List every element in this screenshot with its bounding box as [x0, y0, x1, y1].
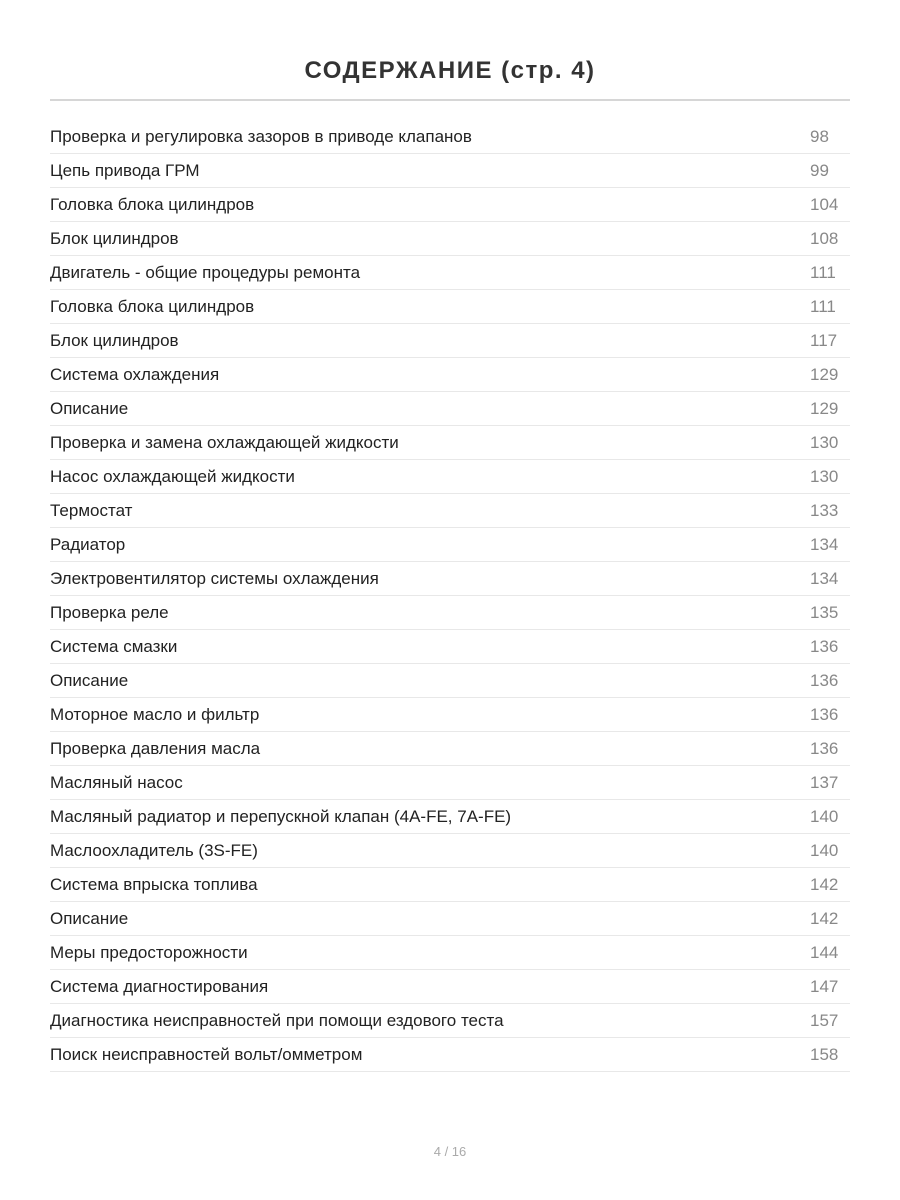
toc-entry-title: Блок цилиндров	[50, 228, 179, 248]
toc-entry[interactable]	[50, 358, 850, 392]
toc-entry-page: 111	[810, 296, 836, 316]
toc-entry-page: 130	[810, 466, 839, 486]
toc-entry-page: 136	[810, 738, 839, 758]
toc-entry-title: Блок цилиндров	[50, 330, 179, 350]
toc-entry-page: 98	[810, 126, 829, 146]
toc-entry-page: 140	[810, 806, 839, 826]
toc-entry-title: Головка блока цилиндров	[50, 296, 255, 316]
toc-entry[interactable]	[50, 528, 850, 562]
toc-entry[interactable]	[50, 698, 850, 732]
toc-entry[interactable]	[50, 324, 850, 358]
toc-entry-title: Поиск неисправностей вольт/омметром	[50, 1044, 363, 1064]
page-number: 4 / 16	[433, 1144, 467, 1159]
toc-entry[interactable]	[50, 494, 850, 528]
toc-entry-page: 99	[810, 160, 829, 180]
toc-entry-page: 136	[810, 704, 839, 724]
toc-entry[interactable]	[50, 766, 850, 800]
toc-entry-title: Описание	[50, 670, 129, 690]
toc-entry[interactable]	[50, 460, 850, 494]
toc-entry-title: Электровентилятор системы охлаждения	[50, 568, 379, 588]
toc-entry[interactable]	[50, 154, 850, 188]
toc-entry-title: Двигатель - общие процедуры ремонта	[50, 262, 361, 282]
toc-entry-page: 158	[810, 1044, 839, 1064]
toc-entry-page: 147	[810, 976, 839, 996]
toc-entry[interactable]	[50, 1038, 850, 1072]
toc-entry-page: 135	[810, 602, 839, 622]
toc-entry-page: 140	[810, 840, 839, 860]
toc-entry-title: Меры предосторожности	[50, 942, 248, 962]
toc-entry-title: Описание	[50, 398, 129, 418]
toc-entry-page: 136	[810, 670, 839, 690]
page-title: СОДЕРЖАНИЕ (стр. 4)	[304, 57, 596, 85]
toc-entry[interactable]	[50, 630, 850, 664]
toc-entry-title: Система впрыска топлива	[50, 874, 258, 894]
toc-entry[interactable]	[50, 290, 850, 324]
toc-entry[interactable]	[50, 1004, 850, 1038]
toc-entry[interactable]	[50, 902, 850, 936]
toc-entry[interactable]	[50, 596, 850, 630]
toc-entry[interactable]	[50, 800, 850, 834]
toc-entry[interactable]	[50, 562, 850, 596]
toc-entry-title: Моторное масло и фильтр	[50, 704, 260, 724]
toc-entry-title: Диагностика неисправностей при помощи ездового теста	[50, 1010, 504, 1030]
toc-entry-title: Проверка и регулировка зазоров в приводе клапанов	[50, 126, 472, 146]
toc-entry-title: Масляный насос	[50, 772, 183, 792]
toc-entry-title: Описание	[50, 908, 129, 928]
toc-entry-title: Термостат	[50, 500, 133, 520]
toc-entry[interactable]	[50, 868, 850, 902]
toc-entry[interactable]	[50, 664, 850, 698]
toc-entry-page: 142	[810, 874, 839, 894]
toc-entry[interactable]	[50, 834, 850, 868]
toc-entry-page: 104	[810, 194, 839, 214]
toc-entry-title: Система смазки	[50, 636, 178, 656]
toc-entry-title: Система диагностирования	[50, 976, 269, 996]
toc-entry-page: 129	[810, 398, 839, 418]
toc-entry-page: 129	[810, 364, 839, 384]
toc-entry[interactable]	[50, 256, 850, 290]
toc-entry-title: Проверка и замена охлаждающей жидкости	[50, 432, 399, 452]
toc-list	[50, 120, 850, 1072]
toc-entry-page: 142	[810, 908, 839, 928]
title-divider	[50, 99, 850, 101]
toc-entry-page: 144	[810, 942, 839, 962]
toc-entry-title: Проверка реле	[50, 602, 169, 622]
toc-entry-title: Головка блока цилиндров	[50, 194, 255, 214]
toc-entry[interactable]	[50, 970, 850, 1004]
toc-entry[interactable]	[50, 426, 850, 460]
toc-entry-page: 133	[810, 500, 839, 520]
toc-entry-page: 136	[810, 636, 839, 656]
toc-entry[interactable]	[50, 120, 850, 154]
toc-entry[interactable]	[50, 222, 850, 256]
toc-entry-title: Цепь привода ГРМ	[50, 160, 200, 180]
toc-entry-page: 111	[810, 262, 836, 282]
toc-entry-page: 134	[810, 534, 839, 554]
toc-entry-page: 137	[810, 772, 839, 792]
toc-entry-title: Маслоохладитель (3S-FE)	[50, 840, 258, 860]
toc-entry-title: Насос охлаждающей жидкости	[50, 466, 295, 486]
toc-entry[interactable]	[50, 732, 850, 766]
toc-entry-page: 108	[810, 228, 839, 248]
toc-entry-title: Масляный радиатор и перепускной клапан (4A-FE, 7A-FE)	[50, 806, 512, 826]
toc-entry-title: Проверка давления масла	[50, 738, 261, 758]
toc-entry-page: 134	[810, 568, 839, 588]
toc-entry-title: Радиатор	[50, 534, 126, 554]
toc-entry[interactable]	[50, 188, 850, 222]
toc-entry-page: 157	[810, 1010, 839, 1030]
toc-entry-page: 117	[810, 330, 838, 350]
toc-entry-title: Система охлаждения	[50, 364, 220, 384]
toc-entry[interactable]	[50, 936, 850, 970]
toc-entry[interactable]	[50, 392, 850, 426]
toc-entry-page: 130	[810, 432, 839, 452]
